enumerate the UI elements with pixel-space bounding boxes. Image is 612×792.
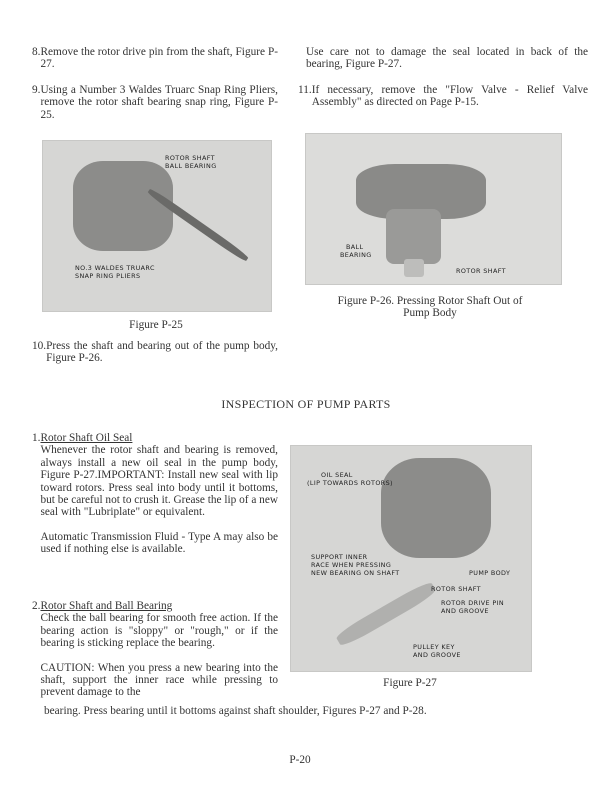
pump-body-shape — [73, 161, 173, 251]
step-10: 10. Press the shaft and bearing out of the pump body, Figure P-26. — [32, 340, 278, 365]
label-drive-pin-groove: AND GROOVE — [441, 607, 489, 615]
label-rotor-shaft: ROTOR SHAFT — [456, 267, 506, 275]
section-heading: INSPECTION OF PUMP PARTS — [221, 397, 391, 411]
step-8: 8. Remove the rotor drive pin from the shaft, Figure P-27. — [32, 46, 278, 71]
label-pliers-1: NO.3 WALDES TRUARC — [75, 264, 155, 272]
figure-p26-photo — [305, 133, 562, 285]
figure-p27-caption: Figure P-27 — [383, 677, 437, 689]
figure-p26-caption: Figure P-26. Pressing Rotor Shaft Out of Pump Body — [337, 295, 523, 320]
label-rotor-drive-pin: ROTOR DRIVE PIN — [441, 599, 505, 607]
label-new-bearing: NEW BEARING ON SHAFT — [311, 569, 400, 577]
label-rotor-shaft: ROTOR SHAFT — [431, 585, 481, 593]
page-number: P-20 — [289, 754, 311, 766]
step-10-continued: Use care not to damage the seal located in back of the bearing, Figure P-27. — [306, 46, 588, 71]
figure-p25-caption: Figure P-25 — [129, 319, 183, 331]
label-ball-bearing: BALL BEARING — [165, 162, 217, 170]
item-2-title: Rotor Shaft and Ball Bearing — [40, 600, 173, 612]
figure-p27-photo — [290, 445, 532, 672]
label-bearing: BEARING — [340, 251, 372, 259]
label-pulley-groove: AND GROOVE — [413, 651, 461, 659]
step-11: 11. If necessary, remove the "Flow Valve - Relief Valve Assembly" as directed on Page P-15. — [298, 84, 588, 109]
label-rotor-shaft: ROTOR SHAFT — [165, 154, 215, 162]
label-lip-towards-rotors: (LIP TOWARDS ROTORS) — [307, 479, 393, 487]
item-1-title: Rotor Shaft Oil Seal — [40, 432, 133, 444]
inspection-item-2: 2. Rotor Shaft and Ball Bearing Check the ball bearing for smooth free action. If the bearing action is "sloppy" or "rough," or if the bearing is sticking replace the bearing. CAUTION: When you press a new bearing into the shaft, support the inner race while pressing to prevent damage to the — [32, 600, 278, 699]
bearing-shape — [386, 209, 441, 264]
rotor-shaft-shape — [334, 580, 437, 649]
inspection-item-1: 1. Rotor Shaft Oil Seal Whenever the rotor shaft and bearing is removed, always install a new oil seal in the pump body, Figure P-27.IMPORTANT: Install new seal with lip toward rotors. Press seal into body until it bottoms, but be careful not to crush it. Grease the lip of a new seal with "Lubriplate" or equivalent. Automatic Transmission Fluid - Type A may also be used if nothing else is available. — [32, 432, 278, 556]
pump-body-shape — [381, 458, 491, 558]
label-pump-body: PUMP BODY — [469, 569, 511, 577]
label-pulley-key: PULLEY KEY — [413, 643, 455, 651]
label-support-inner: SUPPORT INNER — [311, 553, 368, 561]
figure-p25-photo — [42, 140, 272, 312]
caution-last-line: bearing. Press bearing until it bottoms against shaft shoulder, Figures P-27 and P-28. — [44, 705, 427, 717]
label-oil-seal: OIL SEAL — [321, 471, 353, 479]
shaft-shape — [404, 259, 424, 277]
label-pliers-2: SNAP RING PLIERS — [75, 272, 141, 280]
step-9: 9. Using a Number 3 Waldes Truarc Snap Ring Pliers, remove the rotor shaft bearing snap ring, Figure P-25. — [32, 84, 278, 121]
label-ball: BALL — [346, 243, 364, 251]
label-race-when-pressing: RACE WHEN PRESSING — [311, 561, 392, 569]
